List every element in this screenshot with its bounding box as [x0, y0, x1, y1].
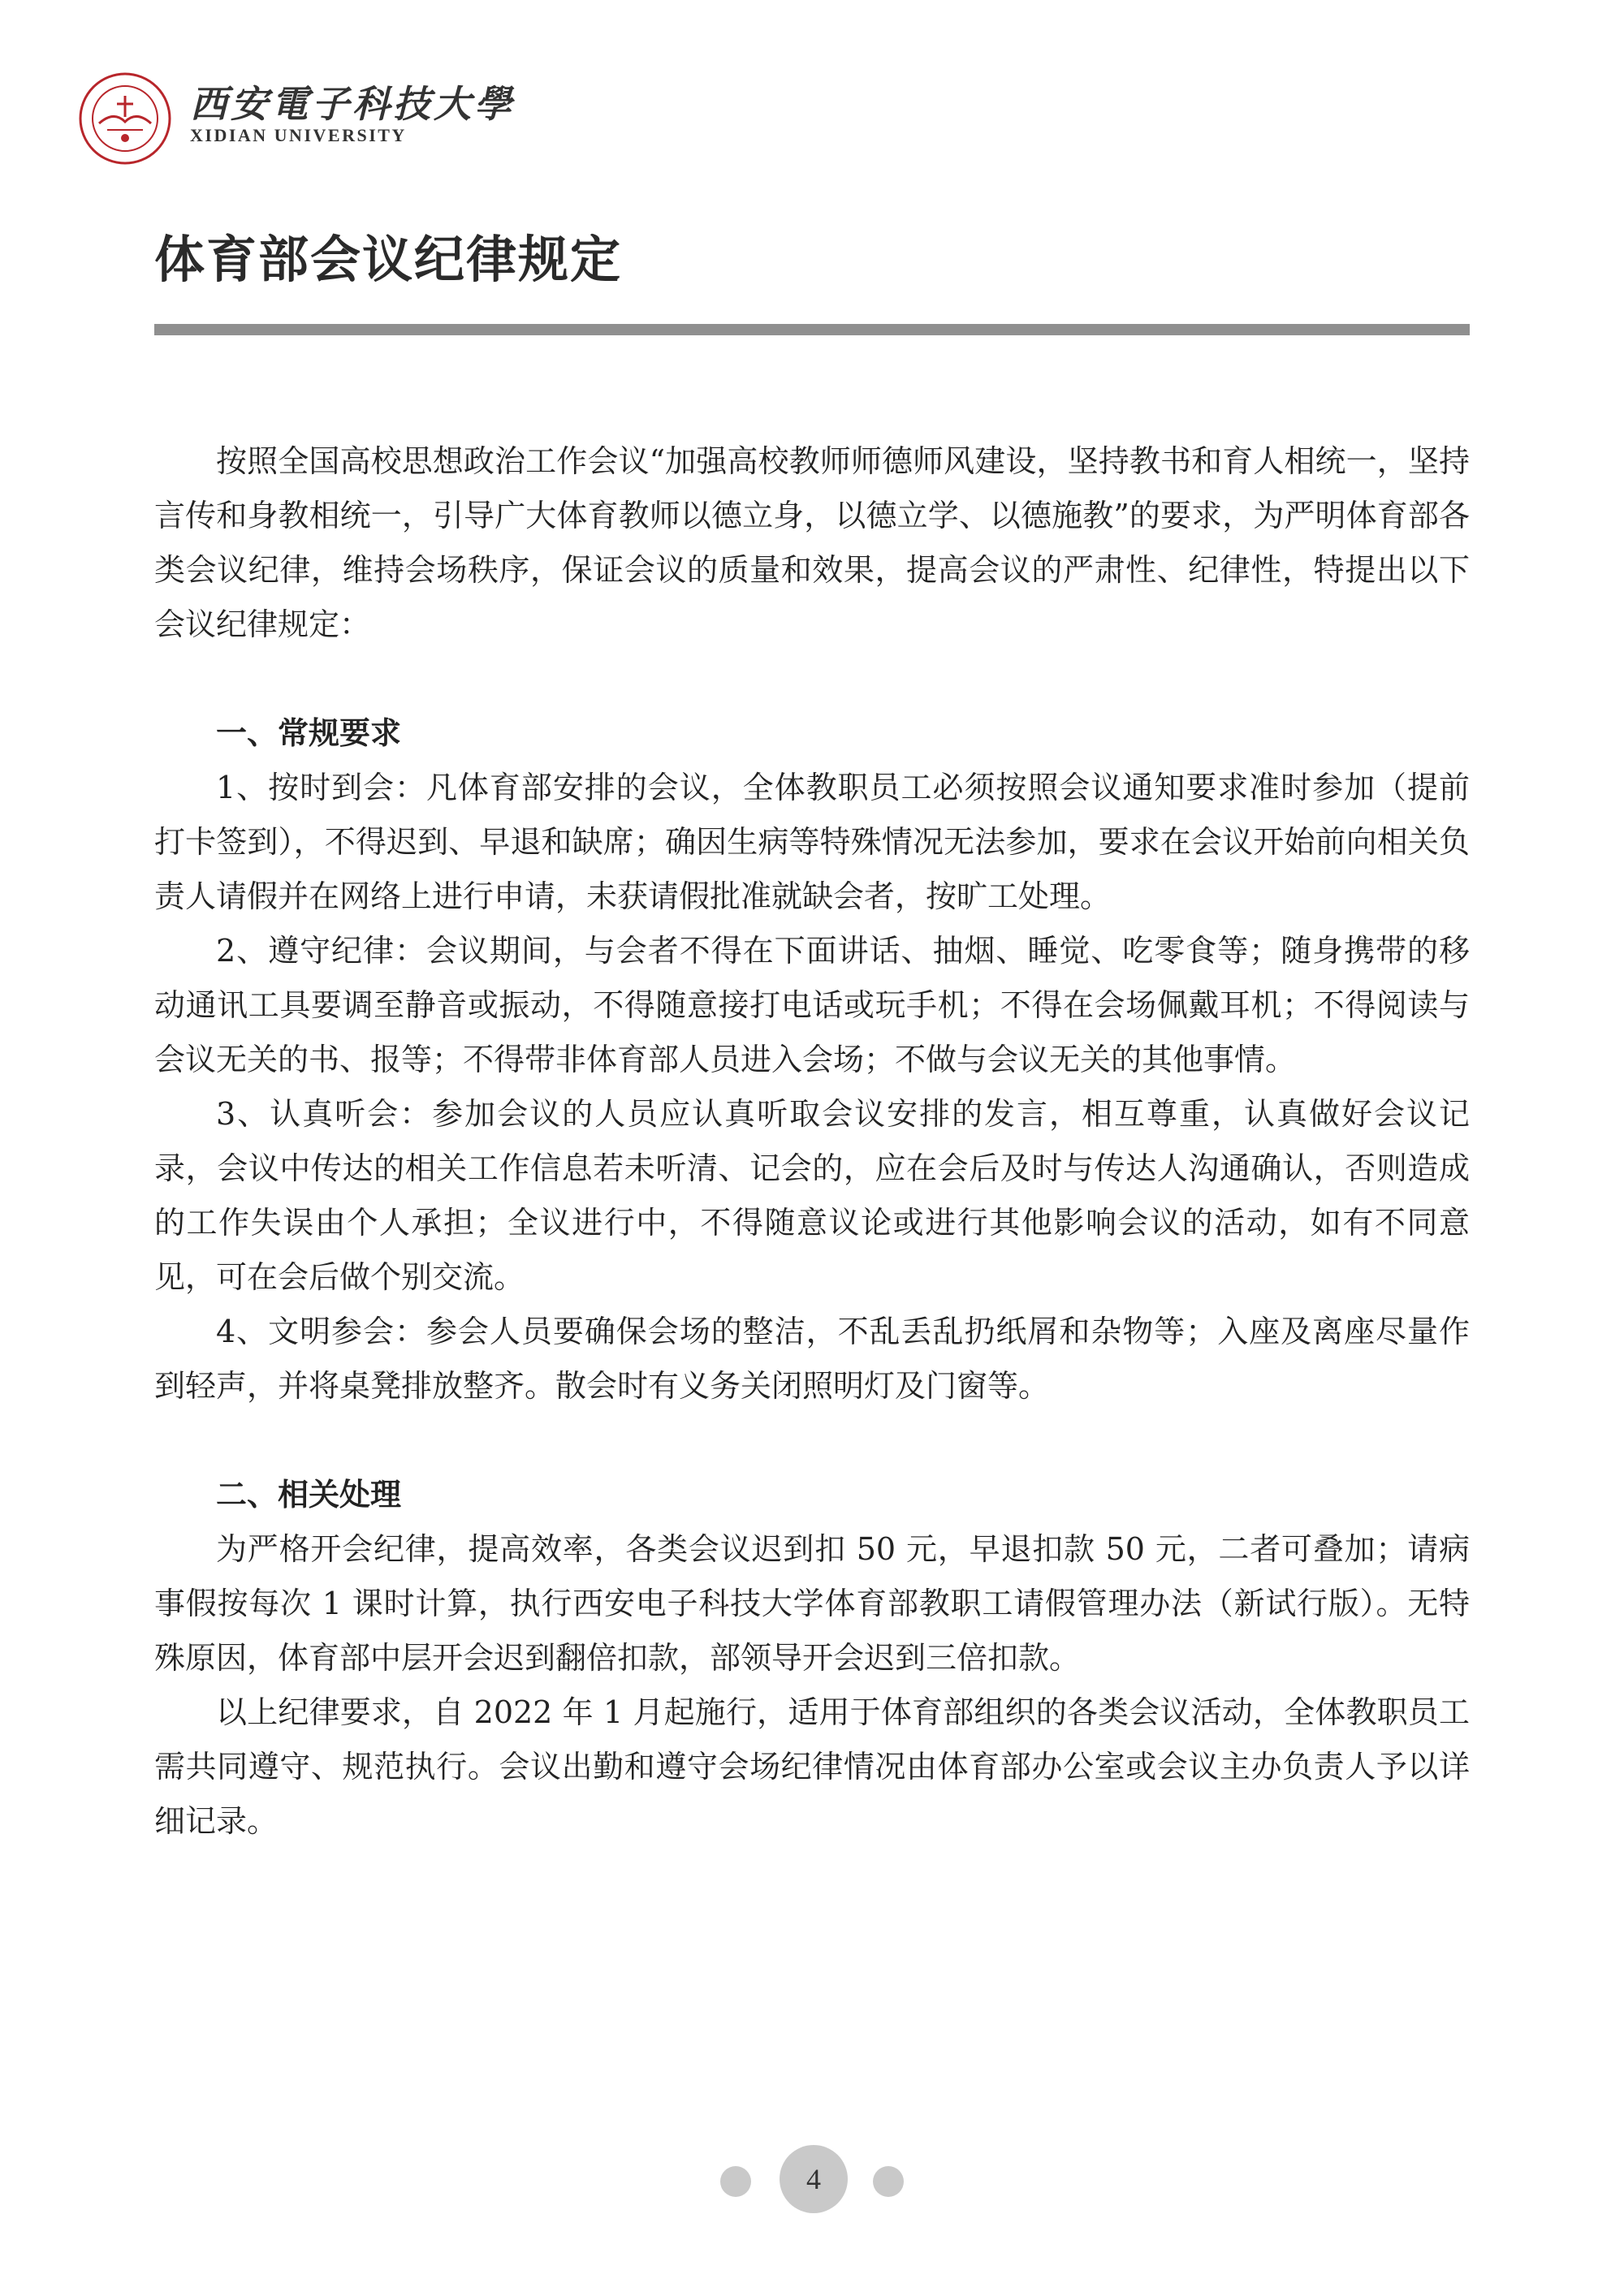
spacer — [154, 1413, 1470, 1468]
rule-item-civility: 4、文明参会：参会人员要确保会场的整洁，不乱丢乱扔纸屑和杂物等；入座及离座尽量作到轻声，并将桌凳排放整齐。散会时有义务关闭照明灯及门窗等。 — [154, 1314, 1470, 1404]
spacer — [154, 652, 1470, 706]
handling-paragraph-effective: 以上纪律要求，自 2022 年 1 月起施行，适用于体育部组织的各类会议活动，全体教职员工需共同遵守、规范执行。会议出勤和遵守会场纪律情况由体育部办公室或会议主办负责人予以详细记录。 — [154, 1694, 1470, 1839]
university-name-cn: 西安電子科技大學 — [190, 82, 515, 126]
document-title: 体育部会议纪律规定 — [154, 230, 623, 289]
page-dot-left — [720, 2166, 751, 2197]
rule-item-punctuality: 1、按时到会：凡体育部安排的会议，全体教职员工必须按照会议通知要求准时参加（提前打卡签到），不得迟到、早退和缺席；确因生病等特殊情况无法参加，要求在会议开始前向相关负责人请假并在网络上进行申请，未获请假批准就缺会者，按旷工处理。 — [154, 770, 1470, 914]
rule-item-attentive-listening: 3、认真听会：参加会议的人员应认真听取会议安排的发言，相互尊重，认真做好会议记录，会议中传达的相关工作信息若未听清、记会的，应在会后及时与传达人沟通确认，否则造成的工作失误由个人承担；全议进行中，不得随意议论或进行其他影响会议的活动，如有不同意见，可在会后做个别交流。 — [154, 1096, 1470, 1295]
handling-paragraph-penalties: 为严格开会纪律，提高效率，各类会议迟到扣 50 元，早退扣款 50 元，二者可叠加；请病事假按每次 1 课时计算，执行西安电子科技大学体育部教职工请假管理办法（新试行版）。无特殊原因，体育部中层开会迟到翻倍扣款，部领导开会迟到三倍扣款。 — [154, 1531, 1470, 1676]
section-heading-general: 一、常规要求 — [216, 715, 402, 751]
page-indicator — [0, 2145, 1624, 2218]
section-heading-handling: 二、相关处理 — [216, 1477, 402, 1513]
page-dot-right — [873, 2166, 904, 2197]
document-body — [154, 434, 1470, 1849]
title-divider — [154, 324, 1470, 335]
university-seal-icon — [78, 71, 172, 166]
rule-item-discipline: 2、遵守纪律：会议期间，与会者不得在下面讲话、抽烟、睡觉、吃零食等；随身携带的移动通讯工具要调至静音或振动，不得随意接打电话或玩手机；不得在会场佩戴耳机；不得阅读与会议无关的书、报等；不得带非体育部人员进入会场；不做与会议无关的其他事情。 — [154, 933, 1470, 1077]
page-number: 4 — [780, 2145, 848, 2213]
intro-paragraph: 按照全国高校思想政治工作会议“加强高校教师师德师风建设，坚持教书和育人相统一，坚持言传和身教相统一，引导广大体育教师以德立身，以德立学、以德施教”的要求，为严明体育部各类会议纪律，维持会场秩序，保证会议的质量和效果，提高会议的严肃性、纪律性，特提出以下会议纪律规定： — [154, 443, 1470, 642]
university-name-en: XIDIAN UNIVERSITY — [190, 125, 407, 145]
